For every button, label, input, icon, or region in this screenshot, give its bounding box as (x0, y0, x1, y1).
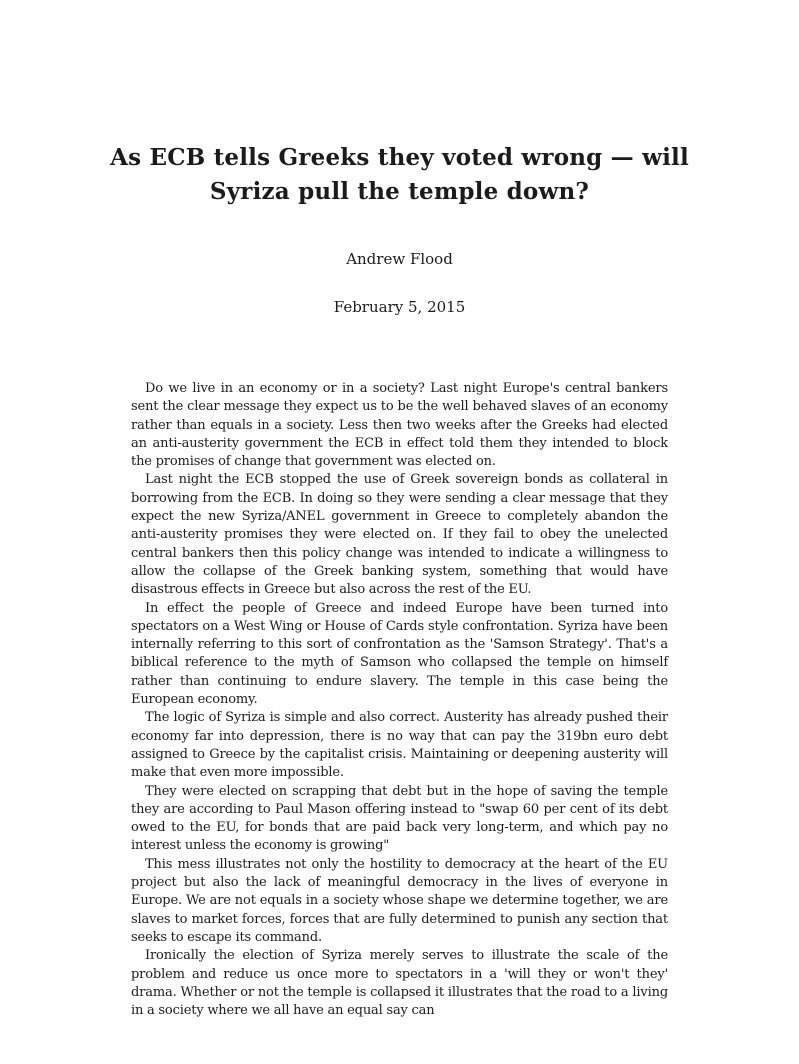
publication-date: February 5, 2015 (333, 298, 466, 316)
paragraph: Do we live in an economy or in a society? Last night Europe's central bankers sent the clear message they expect us to be the well behaved slaves of an economy rather than equals in a society. Less then two weeks after the Greeks had elected an anti-austerity government the ECB in effect told them they intended to block the promises of change that government was elected on. (131, 381, 668, 470)
paragraph: In effect the people of Greece and indeed Europe have been turned into spectators on a West Wing or House of Cards style confrontation. Syriza have been internally referring to this sort of confrontation as the 'Samson Strategy'. That's a biblical reference to the myth of Samson who collapsed the temple on himself rather than continuing to endure slavery. The temple in this case being the European economy. (131, 600, 668, 708)
article-title-line-1: As ECB tells Greeks they voted wrong — will (110, 144, 689, 171)
paragraph: The logic of Syriza is simple and also correct. Austerity has already pushed their economy far into depression, there is no way that can pay the 319bn euro debt assigned to Greece by the capitalist crisis. Maintaining or deepening austerity will make that even more impossible. (131, 710, 668, 781)
article-title-line-2: Syriza pull the temple down? (209, 178, 590, 205)
paragraph: This mess illustrates not only the hostility to democracy at the heart of the EU project but also the lack of meaningful democracy in the lives of everyone in Europe. We are not equals in a society whose shape we determine together, we are slaves to market forces, forces that are fully determined to punish any section that seeks to escape its command. (131, 856, 668, 945)
paragraph: They were elected on scrapping that debt but in the hope of saving the temple they are according to Paul Mason offering instead to "swap 60 per cent of its debt owed to the EU, for bonds that are paid back very long-term, and which pay no interest unless the economy is growing" (131, 783, 668, 854)
article-body (131, 380, 668, 1020)
article-title (0, 141, 799, 209)
paragraph: Last night the ECB stopped the use of Greek sovereign bonds as collateral in borrowing from the ECB. In doing so they were sending a clear message that they expect the new Syriza/ANEL government in Greece to completely abandon the anti-austerity promises they were elected on. If they fail to obey the unelected central bankers then this policy change was intended to indicate a willingness to allow the collapse of the Greek banking system, something that would have disastrous effects in Greece but also across the rest of the EU. (131, 472, 668, 598)
paragraph: Ironically the election of Syriza merely serves to illustrate the scale of the problem and reduce us once more to spectators in a 'will they or won't they' drama. Whether or not the temple is collapsed it illustrates that the road to a living in a society where we all have an equal say can (131, 948, 668, 1019)
author-name: Andrew Flood (346, 250, 453, 268)
